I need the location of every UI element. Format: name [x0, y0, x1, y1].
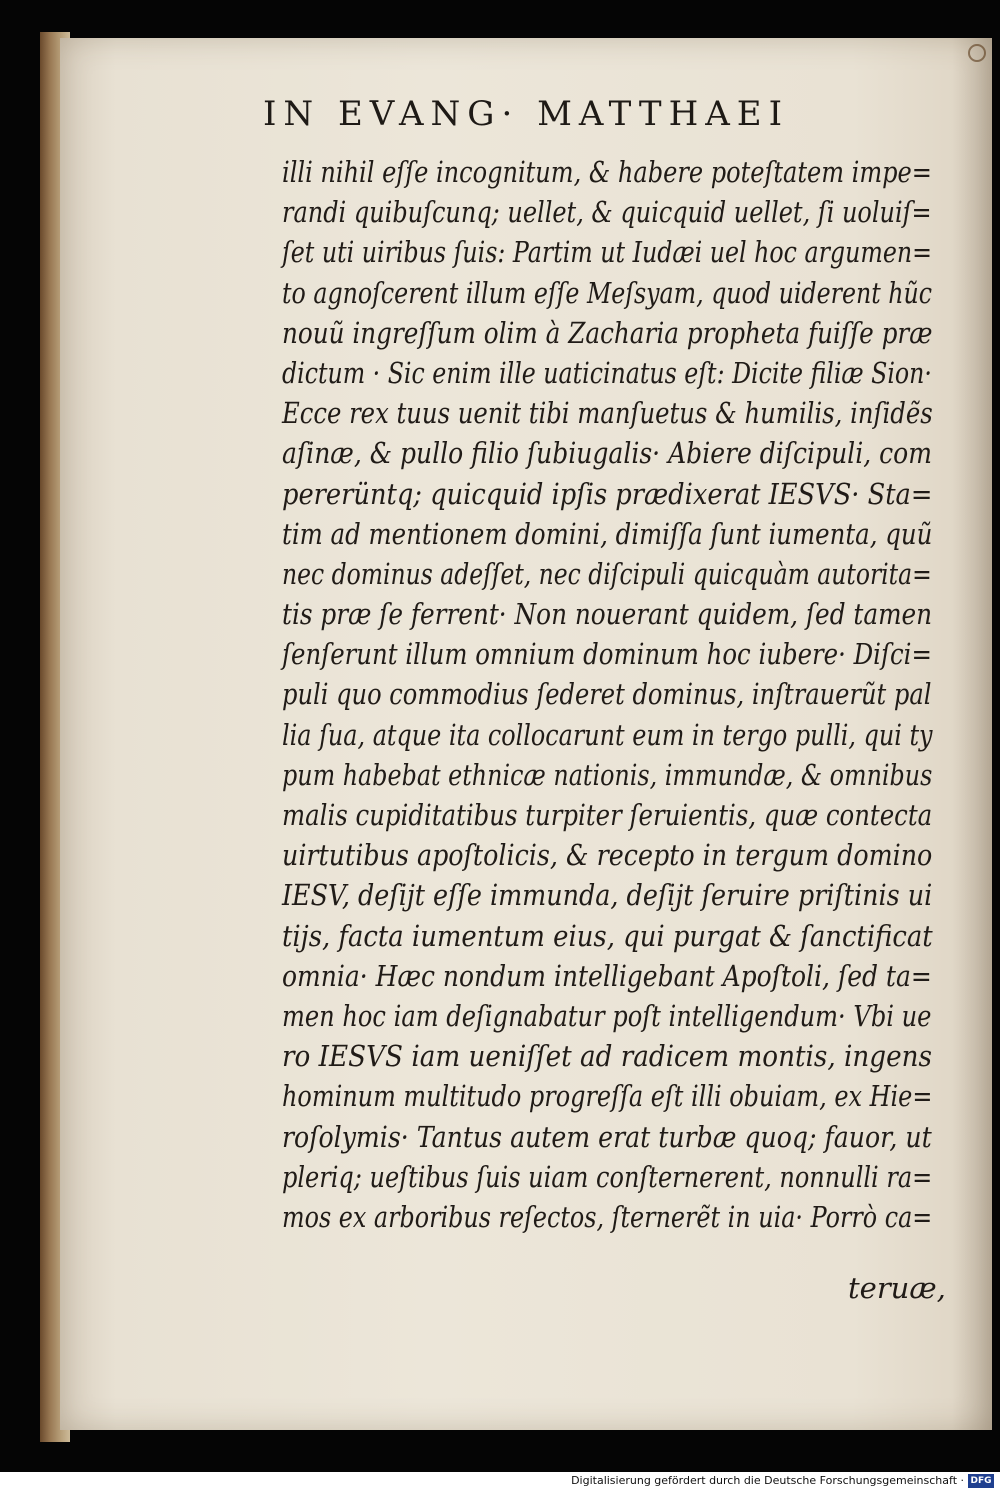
text-line: lia ſua, atque ita collocarunt eum in tergo pulli, qui ty: [282, 717, 933, 752]
text-block: [282, 152, 932, 1237]
catchword: teruæ,: [848, 1271, 946, 1305]
text-line: dictum · Sic enim ille uaticinatus eſt: Dicite filiæ Sion·: [282, 355, 932, 390]
running-head: IN EVANG· MATTHAEI: [262, 94, 790, 134]
text-line: aſinæ, & pullo filio ſubiugalis· Abiere diſcipuli, com: [282, 436, 932, 471]
text-line: pum habebat ethnicæ nationis, immundæ, & omnibus: [282, 757, 933, 792]
text-line: nec dominus adeſſet, nec diſcipuli quicquàm autorita=: [282, 556, 932, 591]
text-line: pererüntq; quicquid ipſis prædixerat IESVS· Sta=: [282, 476, 933, 511]
page-corner-mark: [968, 44, 986, 62]
text-line: malis cupiditatibus turpiter ſeruientis, quæ contecta: [282, 798, 933, 832]
text-line: tijs, facta iumentum eius, qui purgat & ſanctificat: [282, 918, 933, 953]
text-line: omnia· Hæc nondum intelligebant Apoſtoli, ſed ta=: [282, 958, 932, 993]
text-line: illi nihil eſſe incognitum, & habere poteſtatem impe=: [282, 155, 932, 189]
text-line: to agnoſcerent illum eſſe Meſsyam, quod uiderent hũc: [282, 275, 933, 310]
funding-notice: Digitalisierung gefördert durch die Deutsche Forschungsgemeinschaft ·: [571, 1474, 964, 1487]
text-line: tis præ ſe ferrent· Non nouerant quidem, ſed tamen: [282, 597, 933, 632]
footer-bar: [0, 1472, 1000, 1491]
text-line: ro IESVS iam ueniſſet ad radicem montis, ingens: [282, 1039, 932, 1074]
text-line: roſolymis· Tantus autem erat turbæ quoq; fauor, ut: [282, 1119, 932, 1154]
text-line: uirtutibus apoſtolicis, & recepto in tergum domino: [282, 838, 933, 873]
text-line: mos ex arboribus reſectos, ſternerẽt in uia· Porrò ca=: [282, 1199, 933, 1234]
text-line: ſenſerunt illum omnium dominum hoc iubere· Diſci=: [282, 637, 932, 672]
text-line: randi quibuſcunq; uellet, & quicquid uellet, ſi uoluiſ=: [282, 195, 932, 230]
text-line: puli quo commodius ſederet dominus, inſtrauerũt pal: [282, 677, 932, 712]
text-line: Ecce rex tuus uenit tibi manſuetus & humilis, inſidẽs: [282, 396, 933, 431]
text-line: IESV, deſijt eſſe immunda, deſijt ſeruire priſtinis ui: [282, 878, 933, 913]
book-page: [60, 38, 992, 1430]
page-gutter-shadow: [952, 38, 992, 1430]
text-line: ſet uti uiribus ſuis: Partim ut Iudæi uel hoc argumen=: [282, 235, 932, 270]
text-line: tim ad mentionem domini, dimiſſa ſunt iumenta, quũ: [282, 516, 933, 551]
text-line: nouũ ingreſſum olim à Zacharia propheta fuiſſe præ: [282, 315, 933, 350]
text-line: hominum multitudo progreſſa eſt illi obuiam, ex Hie=: [282, 1079, 933, 1114]
text-line: men hoc iam deſignabatur poſt intelligendum· Vbi ue: [282, 998, 932, 1033]
text-line: pleriq; ueſtibus ſuis uiam conſternerent, nonnulli ra=: [282, 1159, 933, 1194]
dfg-logo: DFG: [968, 1474, 994, 1488]
